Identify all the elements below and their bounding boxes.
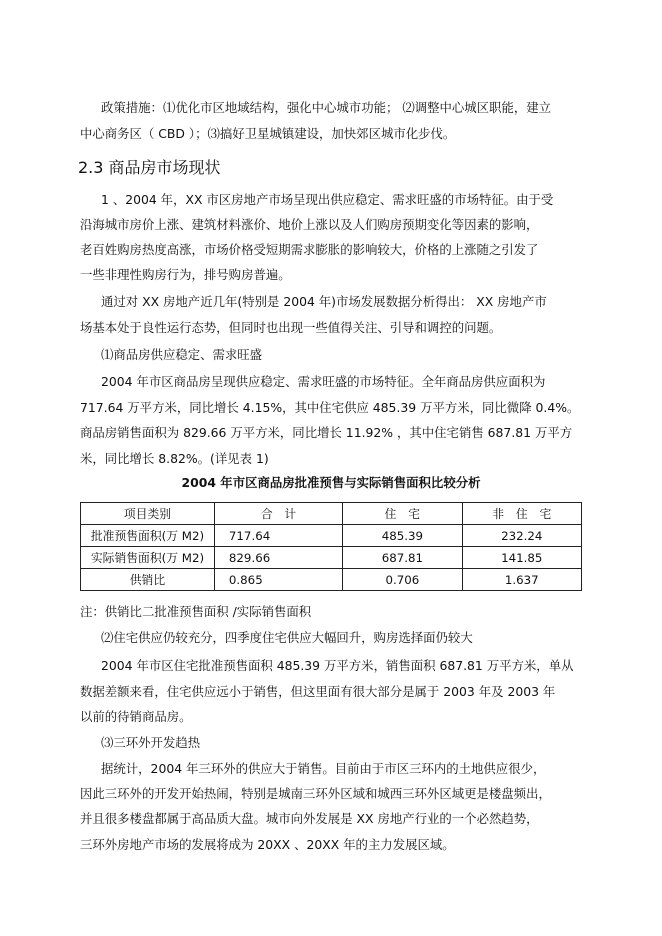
- table-row: [81, 525, 582, 547]
- item-3-title: ⑶三环外开发趋热: [101, 735, 201, 750]
- paragraph-1-line-4: 一些非理性购房行为，排号购房普遍。: [80, 267, 291, 282]
- comparison-table: [80, 502, 582, 591]
- table-note: 注：供销比二批准预售面积 /实际销售面积: [80, 604, 312, 619]
- table-cell: 0.706: [343, 569, 462, 591]
- paragraph-4-line-2: 数据差额来看，住宅供应远小于销售，但这里面有很大部分是属于 2003 年及 2003 年: [80, 684, 556, 699]
- paragraph-4-line-3: 以前的待销商品房。: [80, 709, 192, 724]
- paragraph-4-line-1: 2004 年市区住宅批准预售面积 485.39 万平方米，销售面积 687.81 万平方米，单从: [101, 658, 574, 673]
- paragraph-5-line-4: 三环外房地产市场的发展将成为 20XX 、20XX 年的主力发展区域。: [80, 837, 455, 852]
- table-row: [81, 569, 582, 591]
- paragraph-3-line-3: 商品房销售面积为 829.66 万平方米，同比增长 11.92% ，其中住宅销售 687.81 万平方: [80, 425, 573, 440]
- table-cell: 1.637: [462, 569, 581, 591]
- table-cell: 717.64: [214, 525, 342, 547]
- paragraph-1-line-1: 1 、2004 年，XX 市区房地产市场呈现出供应稳定、需求旺盛的市场特征。由于受: [101, 192, 554, 207]
- paragraph-2-line-1: 通过对 XX 房地产近几年(特别是 2004 年)市场发展数据分析得出： XX 房地产市: [101, 294, 547, 309]
- paragraph-1-line-2: 沿海城市房价上涨、建筑材料涨价、地价上涨以及人们购房预期变化等因素的影响，: [80, 217, 539, 232]
- paragraph-1-line-3: 老百姓购房热度高涨，市场价格受短期需求膨胀的影响较大，价格的上涨随之引发了: [80, 242, 539, 257]
- table-header-cell: 非 住 宅: [462, 503, 581, 525]
- table-cell: 485.39: [343, 525, 462, 547]
- paragraph-2-line-2: 场基本处于良性运行态势，但同时也出现一些值得关注、引导和调控的问题。: [80, 320, 502, 335]
- policy-line-2: 中心商务区（ CBD ）；⑶搞好卫星城镇建设，加快郊区城市化步伐。: [80, 126, 456, 141]
- paragraph-3-line-2: 717.64 万平方米，同比增长 4.15%，其中住宅供应 485.39 万平方米，同比微降 0.4%。: [80, 400, 580, 415]
- paragraph-3-line-1: 2004 年市区商品房呈现供应稳定、需求旺盛的市场特征。全年商品房供应面积为: [101, 374, 546, 389]
- table-header-cell: 项目类别: [81, 503, 215, 525]
- item-2-title: ⑵住宅供应仍较充分，四季度住宅供应大幅回升，购房选择面仍较大: [101, 630, 473, 645]
- table-cell: 232.24: [462, 525, 581, 547]
- table-cell: 141.85: [462, 547, 581, 569]
- policy-line-1: 政策措施：⑴优化市区地域结构，强化中心城市功能； ⑵调整中心城区职能，建立: [101, 100, 552, 115]
- table-cell: 供销比: [81, 569, 215, 591]
- table-row: [81, 547, 582, 569]
- paragraph-5-line-2: 因此三环外的开发开始热闹，特别是城南三环外区域和城西三环外区域更是楼盘频出，: [80, 786, 551, 801]
- table-header-row: [81, 503, 582, 525]
- table-caption: 2004 年市区商品房批准预售与实际销售面积比较分析: [181, 475, 481, 490]
- paragraph-5-line-3: 并且很多楼盘都属于高品质大盘。城市向外发展是 XX 房地产行业的一个必然趋势，: [80, 811, 539, 826]
- paragraph-3-line-4: 米，同比增长 8.82%。(详见表 1): [80, 451, 269, 466]
- table-header-cell: 合 计: [214, 503, 342, 525]
- paragraph-5-line-1: 据统计，2004 年三环外的供应大于销售。目前由于市区三环内的土地供应很少，: [101, 761, 546, 776]
- table-cell: 批准预售面积(万 M2): [81, 525, 215, 547]
- table-cell: 829.66: [214, 547, 342, 569]
- section-title: 2.3 商品房市场现状: [78, 158, 221, 177]
- table-header-cell: 住 宅: [343, 503, 462, 525]
- table-cell: 实际销售面积(万 M2): [81, 547, 215, 569]
- item-1-title: ⑴商品房供应稳定、需求旺盛: [101, 347, 263, 362]
- table-cell: 687.81: [343, 547, 462, 569]
- table-cell: 0.865: [214, 569, 342, 591]
